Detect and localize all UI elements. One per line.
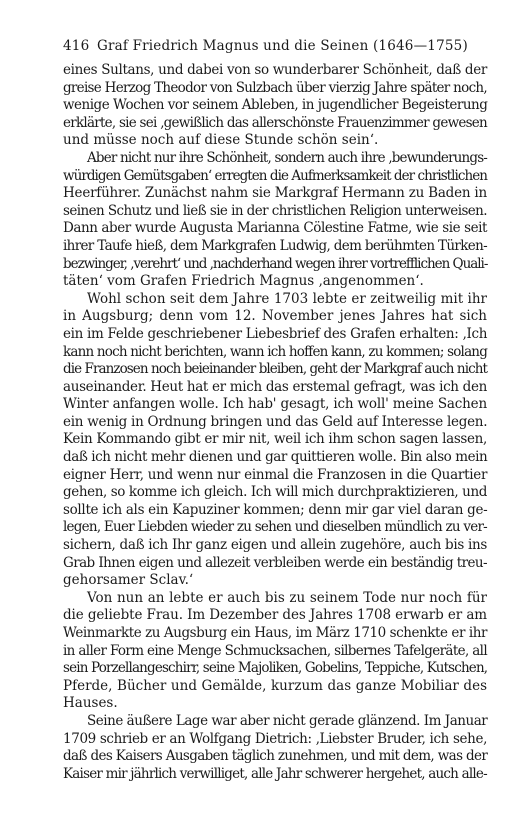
text-line: Pferde, Bücher und Gemälde, kurzum das ganze Mobiliar des [63,677,487,694]
text-line: Grab Ihnen eigen und allezeit verbleiben werde ein beständig treu- [63,554,487,571]
text-line: und müsse noch auf diese Stunde schön sein‘. [63,132,379,149]
running-header [63,38,468,54]
text-line: greise Herzog Theodor von Sulzbach über vierzig Jahre später noch, [63,79,487,96]
body-text [63,62,487,783]
text-line: Hauses. [63,695,118,712]
text-line: in aller Form eine Menge Schmucksachen, silbernes Tafelgeräte, all [63,642,487,659]
text-line: legen, Euer Liebden wieder zu sehen und dieselben mündlich zu ver- [63,519,487,536]
text-line: Von nun an lebte er auch bis zu seinem Tode nur noch für [87,589,487,606]
text-line: Kein Kommando gibt er mir nit, weil ich ihm schon sagen lassen, [63,431,487,448]
text-line: eines Sultans, und dabei von so wunderbarer Schönheit, daß der [63,62,487,78]
paragraph [63,713,487,783]
text-line: Heerführer. Zunächst nahm sie Markgraf Hermann zu Baden in [63,185,487,202]
text-line: die Franzosen noch beieinander bleiben, geht der Markgraf auch nicht [63,361,487,378]
text-line: Seine äußere Lage war aber nicht gerade glänzend. Im Januar [87,712,488,729]
text-line: Wohl schon seit dem Jahre 1703 lebte er zeitweilig mit ihr [87,290,487,307]
paragraph [63,590,487,713]
text-line: wenige Wochen vor seinem Ableben, in jugendlicher Begeisterung [63,97,488,114]
text-line: sein Porzellangeschirr, seine Majoliken, Gobelins, Teppiche, Kutschen, [63,660,488,677]
text-line: Aber nicht nur ihre Schönheit, sondern auch ihre ‚bewunderungs- [87,149,487,166]
running-title: Graf Friedrich Magnus und die Seinen (1646—1755) [97,38,468,54]
paragraph [63,291,487,590]
page-number: 416 [63,38,90,54]
text-line: Kaiser mir jährlich verwilliget, alle Jahr schwerer hergehet, auch alle- [63,765,487,782]
text-line: bezwinger, ‚verehrt‘ und ‚nachderhand wegen ihrer vortrefflichen Quali- [63,255,488,272]
text-line: in Augsburg; denn vom 12. November jenes Jahres hat sich [63,308,487,325]
text-line: Winter anfangen wolle. Ich hab' gesagt, ich woll' meine Sachen [63,396,487,413]
text-line: täten‘ vom Grafen Friedrich Magnus ‚angenommen‘. [63,273,424,290]
text-line: sollte ich als ein Kapuziner kommen; denn mir gar viel daran ge- [63,501,488,518]
text-line: Weinmarkte zu Augsburg ein Haus, im März 1710 schenkte er ihr [63,625,487,641]
text-line: ein wenig in Ordnung bringen und das Geld auf Interesse legen. [63,413,488,430]
text-line: Dann aber wurde Augusta Marianna Cölestine Fatme, wie sie seit [63,220,487,237]
text-line: daß des Kaisers Ausgaben täglich zunehmen, und mit dem, was der [63,748,488,765]
text-line: auseinander. Heut hat er mich das erstemal gefragt, was ich den [63,378,487,395]
text-line: seinen Schutz und ließ sie in der christlichen Religion unterweisen. [63,202,487,219]
paragraph [63,62,487,150]
text-line: eigner Herr, und wenn nur einmal die Franzosen in die Quartier [63,466,488,483]
text-line: erklärte, sie sei ‚gewißlich das allerschönste Frauenzimmer gewesen [63,114,487,131]
text-line: ein im Felde geschriebener Liebesbrief des Grafen erhalten: ‚Ich [63,325,488,342]
text-line: die geliebte Frau. Im Dezember des Jahres 1708 erwarb er am [63,607,487,624]
paragraph [63,150,487,291]
text-line: sichern, daß ich Ihr ganz eigen und allein zugehöre, auch bis ins [63,537,487,554]
text-line: daß ich nicht mehr dienen und gar quittieren wolle. Bin also mein [63,449,488,466]
text-line: 1709 schrieb er an Wolfgang Dietrich: ‚Liebster Bruder, ich sehe, [63,730,487,747]
text-line: kann noch nicht berichten, wann ich hoffen kann, zu kommen; solang [63,343,488,360]
text-line: würdigen Gemütsgaben‘ erregten die Aufmerksamkeit der christlichen [63,167,487,184]
text-line: gehen, so komme ich gleich. Ich will mich durchpraktizieren, und [63,484,487,501]
text-line: gehorsamer Sclav.‘ [63,572,194,589]
text-line: ihrer Taufe hieß, dem Markgrafen Ludwig, dem berühmten Türken- [63,237,487,254]
